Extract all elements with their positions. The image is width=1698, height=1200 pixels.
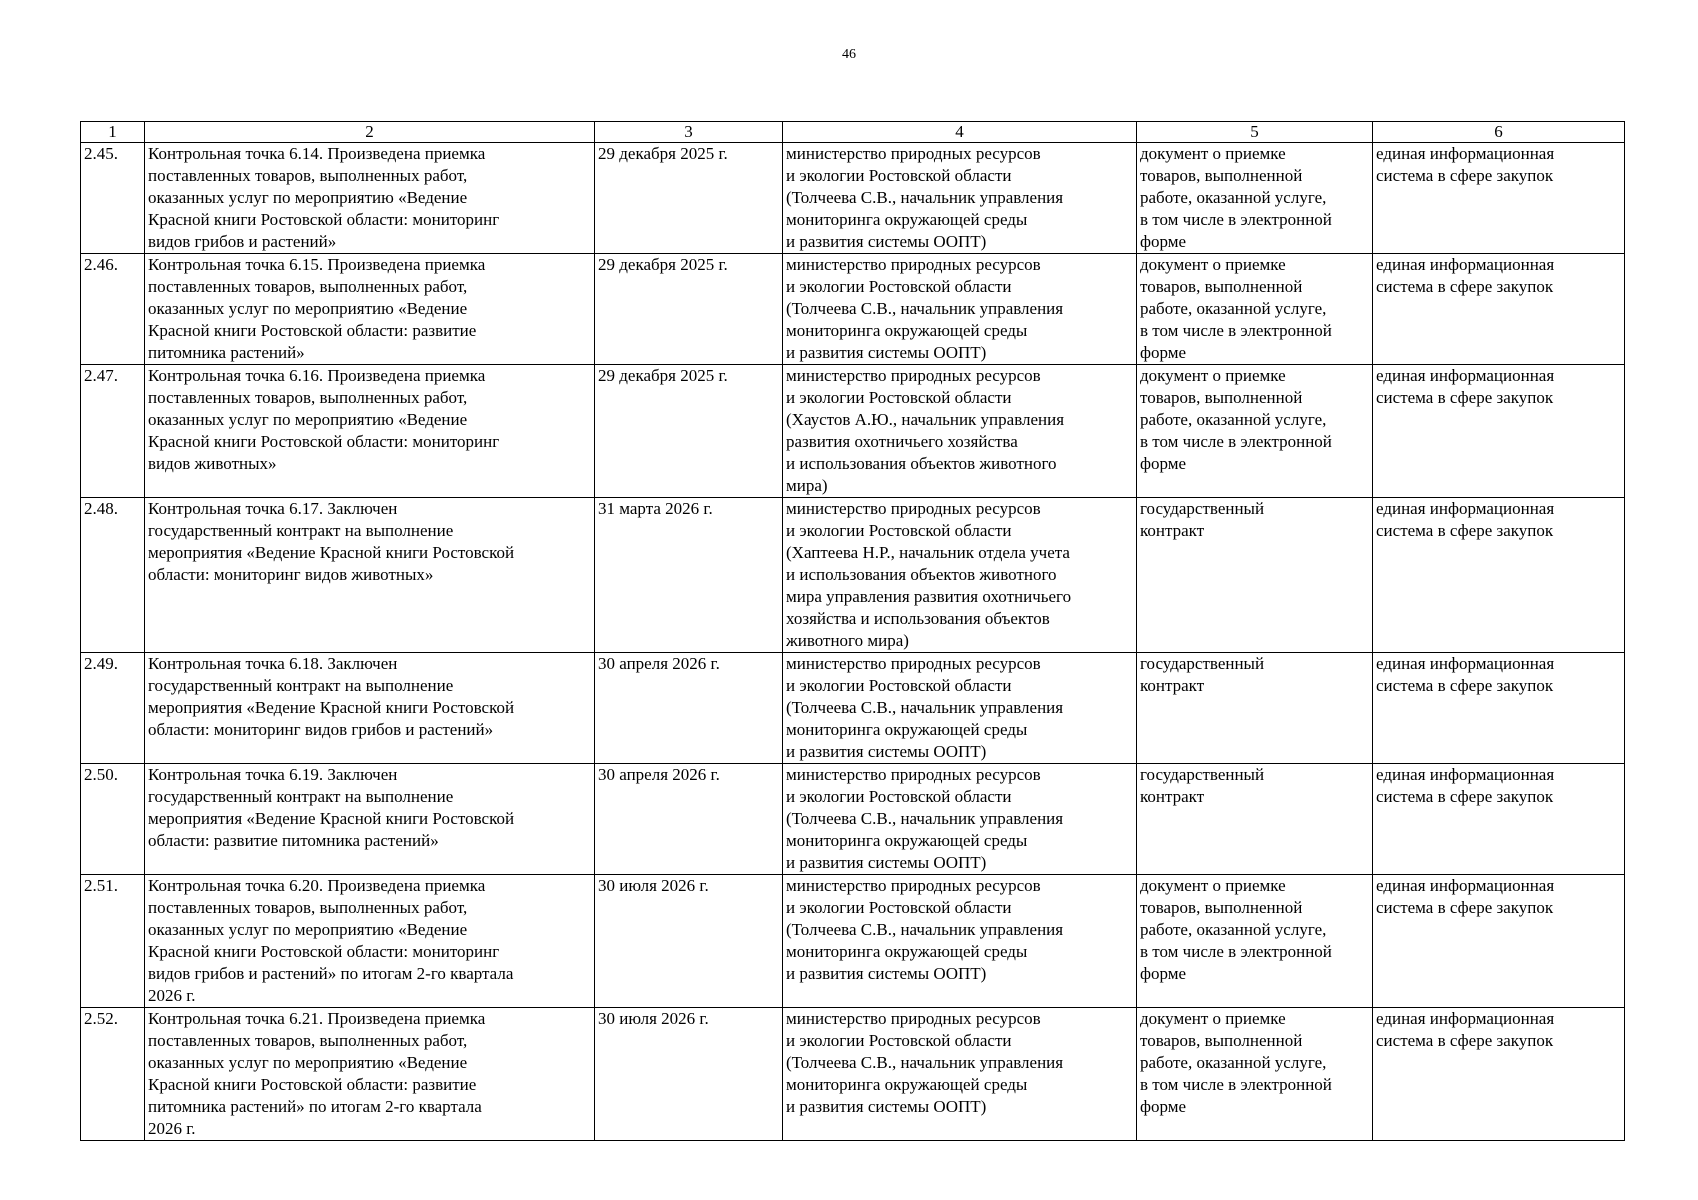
column-header: 3 — [595, 122, 783, 143]
column-header: 2 — [145, 122, 595, 143]
confirming-document: документ о приемке товаров, выполненной работе, оказанной услуге, в том числе в электронной форме — [1137, 254, 1373, 365]
information-system: единая информационная система в сфере закупок — [1373, 498, 1625, 653]
table-header-row — [81, 122, 1625, 143]
row-number: 2.50. — [81, 764, 145, 875]
row-number: 2.46. — [81, 254, 145, 365]
confirming-document: документ о приемке товаров, выполненной работе, оказанной услуге, в том числе в электронной форме — [1137, 875, 1373, 1008]
control-point-description: Контрольная точка 6.21. Произведена приемка поставленных товаров, выполненных работ, оказанных услуг по мероприятию «Ведение Красной книги Ростовской области: развитие питомника растений» по итогам 2-го квартала 2026 г. — [145, 1008, 595, 1141]
responsible-executor: министерство природных ресурсов и экологии Ростовской области (Толчеева С.В., начальник управления мониторинга окружающей среды и развития системы ООПТ) — [783, 254, 1137, 365]
responsible-executor: министерство природных ресурсов и экологии Ростовской области (Толчеева С.В., начальник управления мониторинга окружающей среды и развития системы ООПТ) — [783, 1008, 1137, 1141]
row-number: 2.47. — [81, 365, 145, 498]
control-points-table — [80, 121, 1625, 1141]
column-header: 6 — [1373, 122, 1625, 143]
confirming-document: государственный контракт — [1137, 653, 1373, 764]
control-point-description: Контрольная точка 6.16. Произведена приемка поставленных товаров, выполненных работ, оказанных услуг по мероприятию «Ведение Красной книги Ростовской области: мониторинг видов животных» — [145, 365, 595, 498]
deadline-date: 31 марта 2026 г. — [595, 498, 783, 653]
information-system: единая информационная система в сфере закупок — [1373, 365, 1625, 498]
deadline-date: 30 июля 2026 г. — [595, 875, 783, 1008]
confirming-document: документ о приемке товаров, выполненной работе, оказанной услуге, в том числе в электронной форме — [1137, 143, 1373, 254]
confirming-document: государственный контракт — [1137, 498, 1373, 653]
deadline-date: 29 декабря 2025 г. — [595, 143, 783, 254]
row-number: 2.51. — [81, 875, 145, 1008]
responsible-executor: министерство природных ресурсов и экологии Ростовской области (Хаустов А.Ю., начальник управления развития охотничьего хозяйства и использования объектов животного мира) — [783, 365, 1137, 498]
information-system: единая информационная система в сфере закупок — [1373, 143, 1625, 254]
responsible-executor: министерство природных ресурсов и экологии Ростовской области (Толчеева С.В., начальник управления мониторинга окружающей среды и развития системы ООПТ) — [783, 653, 1137, 764]
control-point-description: Контрольная точка 6.20. Произведена приемка поставленных товаров, выполненных работ, оказанных услуг по мероприятию «Ведение Красной книги Ростовской области: мониторинг видов грибов и растений» по итогам 2-го квартала 2026 г. — [145, 875, 595, 1008]
column-header: 4 — [783, 122, 1137, 143]
control-point-description: Контрольная точка 6.17. Заключен государственный контракт на выполнение мероприятия «Ведение Красной книги Ростовской области: мониторинг видов животных» — [145, 498, 595, 653]
control-point-description: Контрольная точка 6.14. Произведена приемка поставленных товаров, выполненных работ, оказанных услуг по мероприятию «Ведение Красной книги Ростовской области: мониторинг видов грибов и растений» — [145, 143, 595, 254]
table-row — [81, 143, 1625, 254]
information-system: единая информационная система в сфере закупок — [1373, 1008, 1625, 1141]
column-header: 5 — [1137, 122, 1373, 143]
table-row — [81, 875, 1625, 1008]
responsible-executor: министерство природных ресурсов и экологии Ростовской области (Толчеева С.В., начальник управления мониторинга окружающей среды и развития системы ООПТ) — [783, 143, 1137, 254]
control-point-description: Контрольная точка 6.18. Заключен государственный контракт на выполнение мероприятия «Ведение Красной книги Ростовской области: мониторинг видов грибов и растений» — [145, 653, 595, 764]
information-system: единая информационная система в сфере закупок — [1373, 653, 1625, 764]
row-number: 2.49. — [81, 653, 145, 764]
confirming-document: государственный контракт — [1137, 764, 1373, 875]
table-row — [81, 653, 1625, 764]
information-system: единая информационная система в сфере закупок — [1373, 764, 1625, 875]
information-system: единая информационная система в сфере закупок — [1373, 254, 1625, 365]
row-number: 2.52. — [81, 1008, 145, 1141]
deadline-date: 29 декабря 2025 г. — [595, 365, 783, 498]
table-row — [81, 254, 1625, 365]
table-row — [81, 365, 1625, 498]
deadline-date: 29 декабря 2025 г. — [595, 254, 783, 365]
table-row — [81, 764, 1625, 875]
row-number: 2.48. — [81, 498, 145, 653]
table-row — [81, 1008, 1625, 1141]
deadline-date: 30 апреля 2026 г. — [595, 764, 783, 875]
information-system: единая информационная система в сфере закупок — [1373, 875, 1625, 1008]
confirming-document: документ о приемке товаров, выполненной работе, оказанной услуге, в том числе в электронной форме — [1137, 1008, 1373, 1141]
column-header: 1 — [81, 122, 145, 143]
confirming-document: документ о приемке товаров, выполненной работе, оказанной услуге, в том числе в электронной форме — [1137, 365, 1373, 498]
deadline-date: 30 июля 2026 г. — [595, 1008, 783, 1141]
table-row — [81, 498, 1625, 653]
responsible-executor: министерство природных ресурсов и экологии Ростовской области (Толчеева С.В., начальник управления мониторинга окружающей среды и развития системы ООПТ) — [783, 764, 1137, 875]
control-point-description: Контрольная точка 6.15. Произведена приемка поставленных товаров, выполненных работ, оказанных услуг по мероприятию «Ведение Красной книги Ростовской области: развитие питомника растений» — [145, 254, 595, 365]
control-point-description: Контрольная точка 6.19. Заключен государственный контракт на выполнение мероприятия «Ведение Красной книги Ростовской области: развитие питомника растений» — [145, 764, 595, 875]
responsible-executor: министерство природных ресурсов и экологии Ростовской области (Хаптеева Н.Р., начальник отдела учета и использования объектов животного мира управления развития охотничьего хозяйства и использования объектов животного мира) — [783, 498, 1137, 653]
deadline-date: 30 апреля 2026 г. — [595, 653, 783, 764]
row-number: 2.45. — [81, 143, 145, 254]
page-number: 46 — [842, 47, 856, 62]
responsible-executor: министерство природных ресурсов и экологии Ростовской области (Толчеева С.В., начальник управления мониторинга окружающей среды и развития системы ООПТ) — [783, 875, 1137, 1008]
